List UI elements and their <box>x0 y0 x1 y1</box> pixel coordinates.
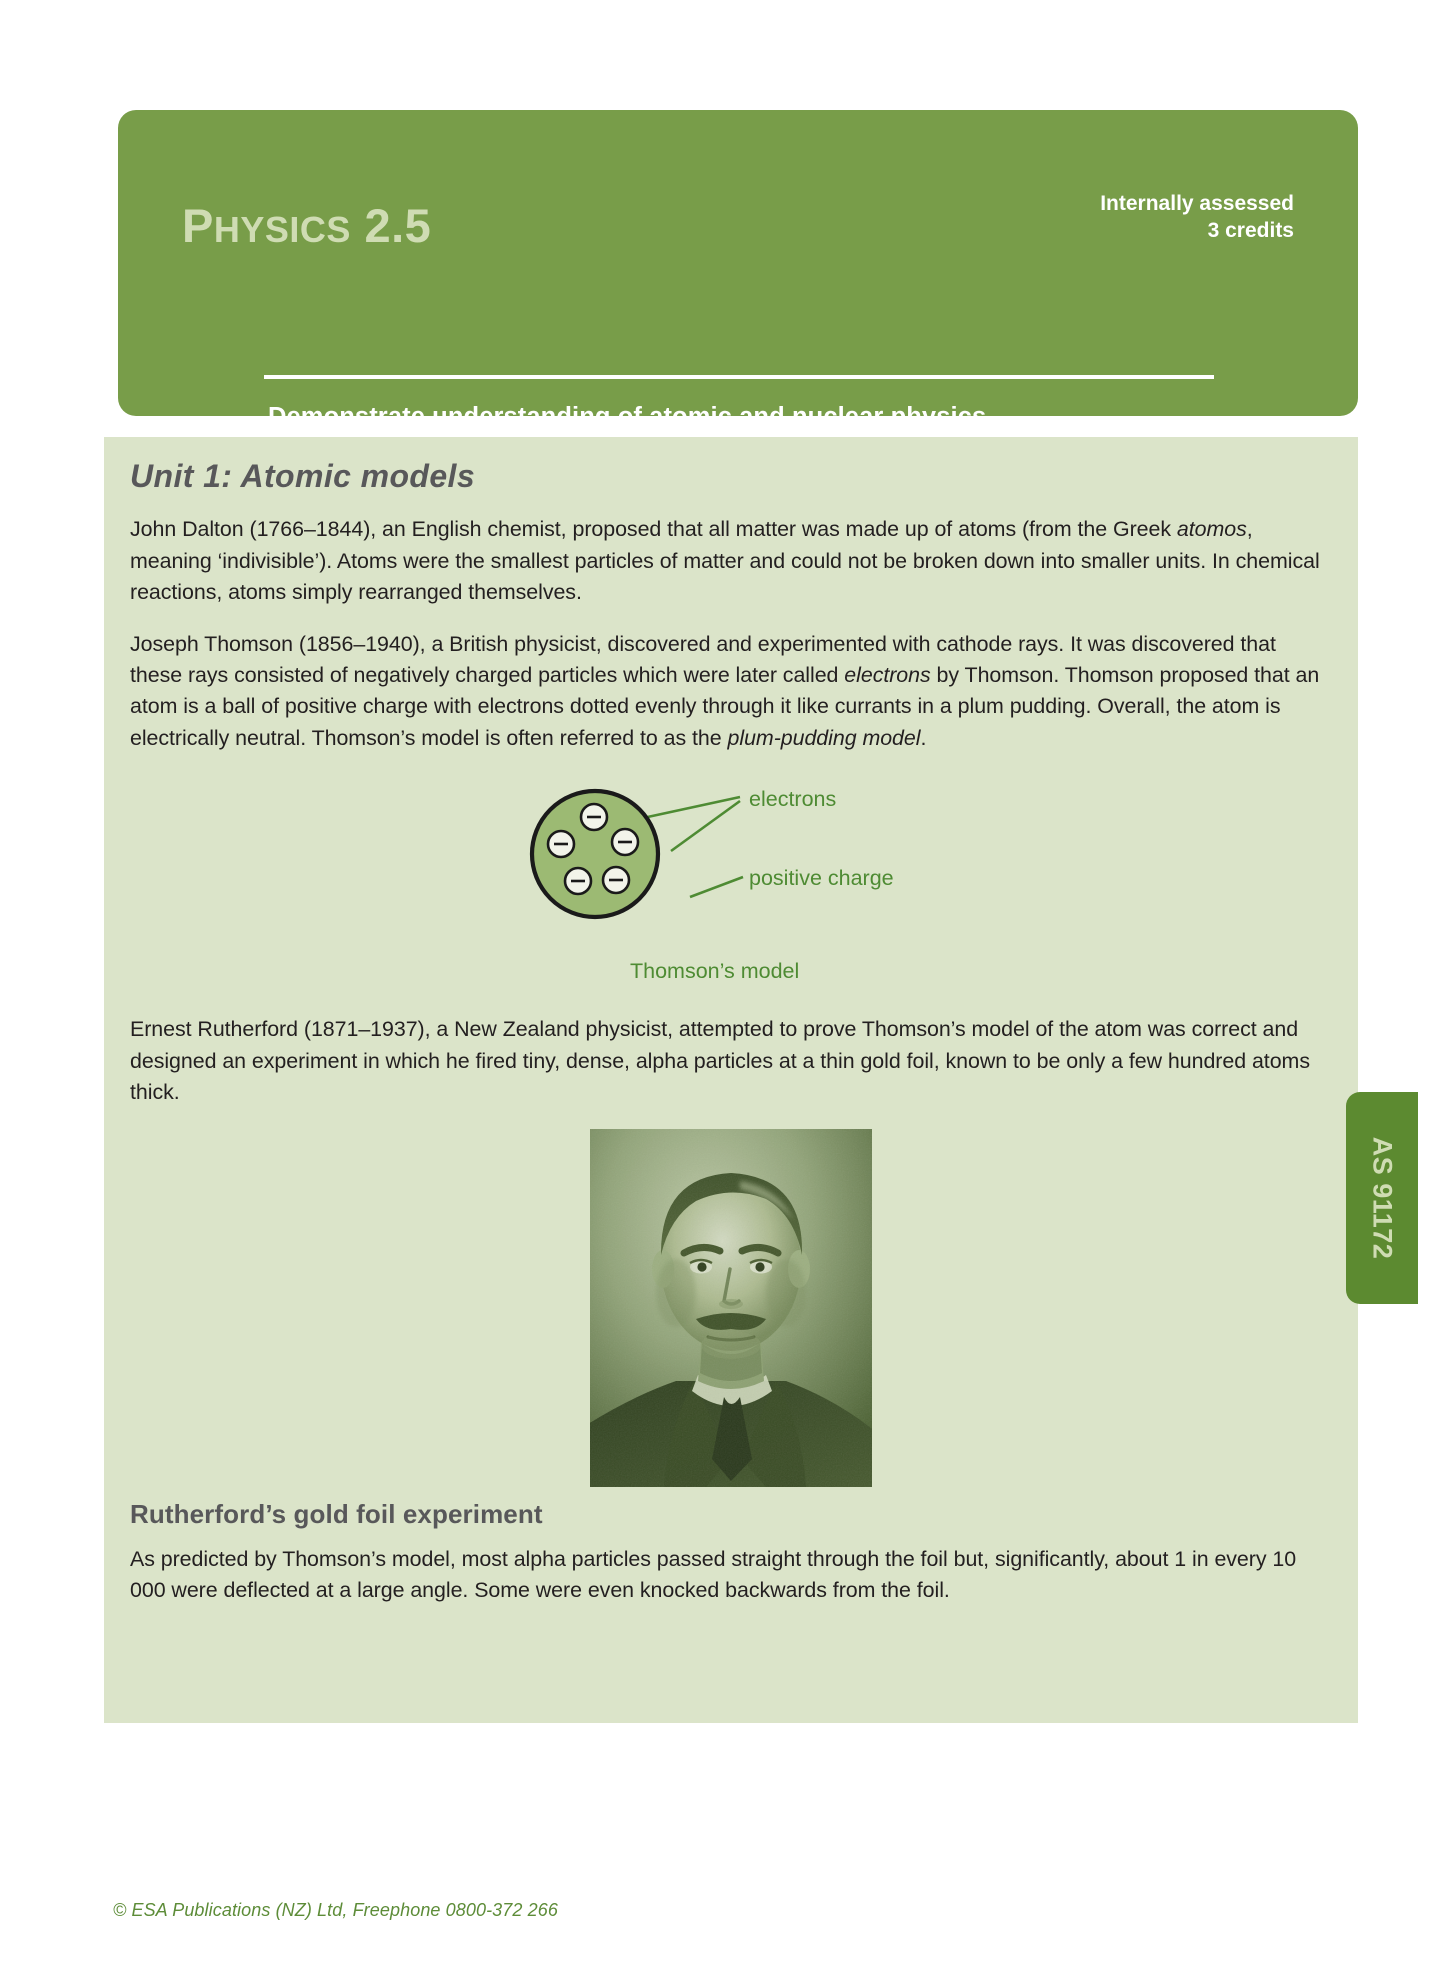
term-atomos: atomos <box>1176 517 1247 542</box>
page-title-smallcaps: HYSICS <box>213 209 351 250</box>
leader-line-positive-charge <box>690 877 743 897</box>
paragraph-thomson-part2: by Thomson. Thomson proposed that an atom is a ball of positive charge with electrons dotted evenly through it like currants in a plum pudding. Overall, the atom is electrically neutral. Thomson’s model is often referred to as the <box>130 663 1320 750</box>
credits-value: 3 credits <box>1207 219 1294 243</box>
thomson-model-svg <box>475 774 995 974</box>
electron <box>565 868 591 894</box>
header-divider <box>264 375 1214 379</box>
page-title <box>182 199 432 252</box>
rutherford-portrait <box>590 1129 872 1487</box>
header-banner <box>118 110 1358 431</box>
thomson-model-diagram <box>130 774 1332 1004</box>
content-inner <box>130 459 1332 1627</box>
unit-heading: Unit 1: Atomic models <box>130 458 476 494</box>
label-electrons: electrons <box>749 787 837 812</box>
paragraph-dalton-part1: John Dalton (1766–1844), an English chemist, proposed that all matter was made up of atoms (from the Greek <box>130 517 1177 542</box>
leader-line-electron-top <box>643 797 740 818</box>
rutherford-portrait-svg <box>590 1129 872 1487</box>
assessment-info <box>1100 190 1294 245</box>
assessment-mode: Internally assessed <box>1100 191 1294 215</box>
electron <box>581 804 607 830</box>
paragraph-gold-foil: As predicted by Thomson’s model, most alpha particles passed straight through the foil but, significantly, about 1 in every 10 000 were deflected at a large angle. Some were even knocked backwards from the foil. <box>130 1546 1301 1603</box>
paragraph-rutherford: Ernest Rutherford (1871–1937), a New Zealand physicist, attempted to prove Thomson’s model of the atom was correct and designed an experiment in which he fired tiny, dense, alpha particles at a thin gold foil, known to be only a few hundred atoms thick. <box>130 1017 1310 1105</box>
label-positive-charge: positive charge <box>749 866 894 891</box>
paragraph-thomson-part1: Joseph Thomson (1856–1940), a British physicist, discovered and experimented with cathode rays. It was discovered that these rays consisted of negatively charged particles which were later called <box>130 631 1276 687</box>
electron <box>612 829 638 855</box>
paragraph-thomson-part3: . <box>920 725 927 750</box>
diagram-caption: Thomson’s model <box>630 959 800 984</box>
copyright-footer: © ESA Publications (NZ) Ltd, Freephone 0800-372 266 <box>113 1900 558 1920</box>
page-title-initial: P <box>182 199 214 252</box>
paragraph-dalton <box>130 514 1332 608</box>
achievement-standard-subtitle: Demonstrate understanding of atomic and nuclear physics <box>268 403 987 431</box>
standard-code-label: AS 91172 <box>1367 1136 1398 1260</box>
paragraph-dalton-part2: , meaning ‘indivisible’). Atoms were the smallest particles of matter and could not be broken down into smaller units. In chemical reactions, atoms simply rearranged themselves. <box>130 517 1320 605</box>
electron <box>548 831 574 857</box>
term-plum-pudding-model: plum-pudding model <box>727 725 921 750</box>
page-title-number: 2.5 <box>350 199 432 252</box>
electron <box>603 867 629 893</box>
gold-foil-experiment-heading: Rutherford’s gold foil experiment <box>130 1498 543 1529</box>
content-panel <box>104 437 1358 1723</box>
rutherford-portrait-wrap <box>130 1129 1332 1487</box>
term-electrons: electrons <box>844 663 931 687</box>
standard-code-tab <box>1346 1092 1418 1304</box>
paragraph-thomson <box>130 629 1332 755</box>
header-top-row <box>150 110 1326 255</box>
